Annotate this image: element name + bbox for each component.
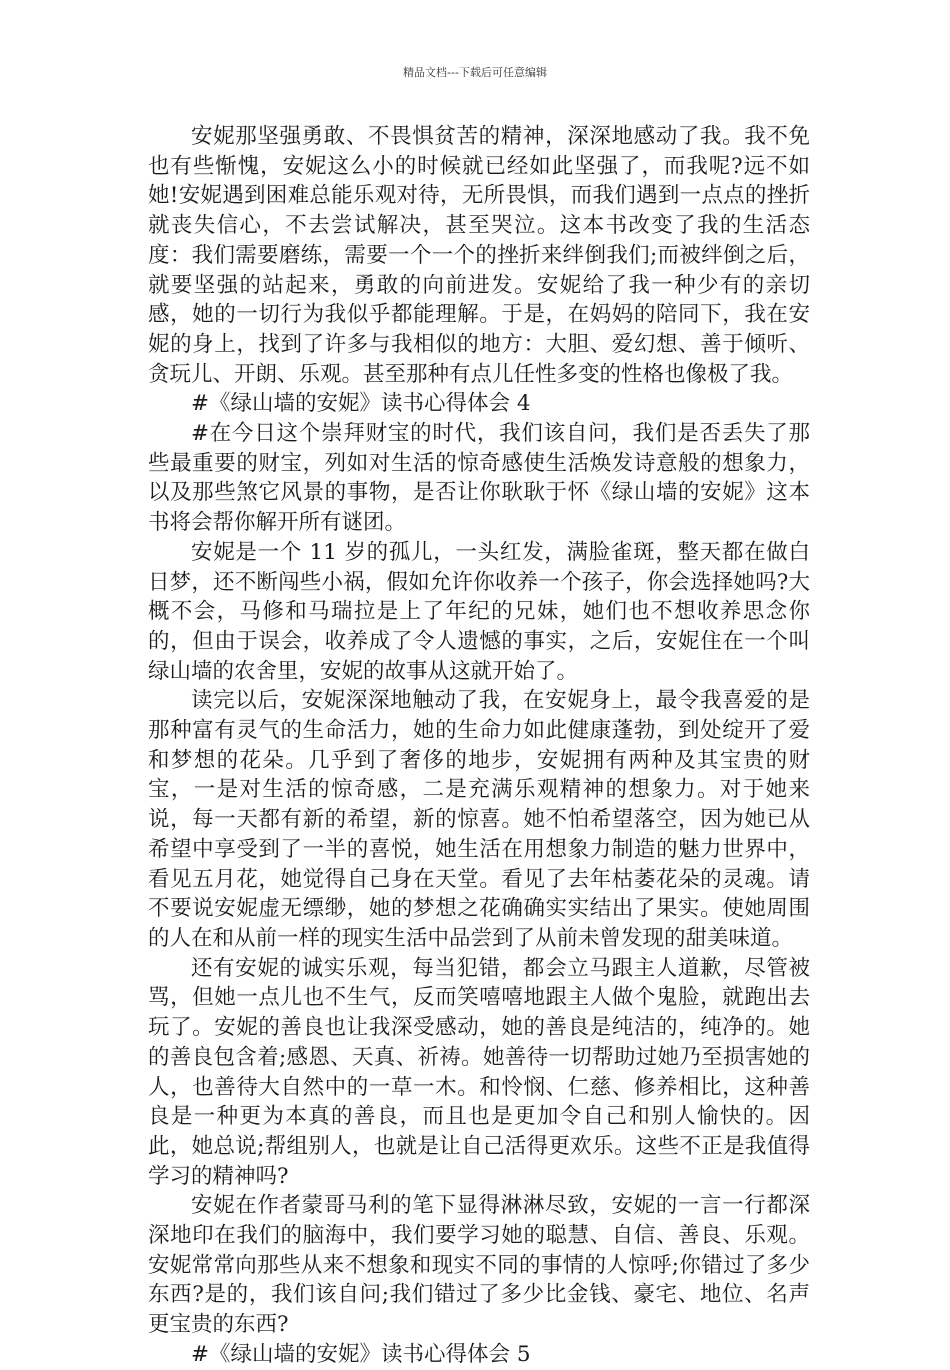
section-heading: #《绿山墙的安妮》读书心得体会 5 — [191, 1341, 531, 1367]
paragraph: 安妮是一个 11 岁的孤儿，一头红发，满脸雀斑，整天都在做白日梦，还不断闯些小祸，假如允许你收养一个孩子，你会选择她吗?大概不会，马修和马瑞拉是上了年纪的兄妹，她们也不想收养思念你的，但由于误会，收养成了令人遗憾的事实，之后，安妮住在一个叫绿山墙的农舍里，安妮的故事从这就开始了。 — [148, 539, 810, 684]
page-header: 精品文档---下载后可任意编辑 — [403, 66, 547, 79]
paragraph: 安妮那坚强勇敢、不畏惧贫苦的精神，深深地感动了我。我不免也有些惭愧，安妮这么小的时候就已经如此坚强了，而我呢?远不如她!安妮遇到困难总能乐观对待，无所畏惧，而我们遇到一点点的挫折就丧失信心，不去尝试解决，甚至哭泣。这本书改变了我的生活态度：我们需要磨练，需要一个一个的挫折来绊倒我们;而被绊倒之后，就要坚强的站起来，勇敢的向前进发。安妮给了我一种少有的亲切感，她的一切行为我似乎都能理解。于是，在妈妈的陪同下，我在安妮的身上，找到了许多与我相似的地方：大胆、爱幻想、善于倾听、贪玩儿、开朗、乐观。甚至那种有点儿任性多变的性格也像极了我。 — [148, 124, 810, 387]
paragraph: 还有安妮的诚实乐观，每当犯错，都会立马跟主人道歉，尽管被骂，但她一点儿也不生气，反而笑嘻嘻地跟主人做个鬼脸，就跑出去玩了。安妮的善良也让我深受感动，她的善良是纯洁的，纯净的。她的善良包含着;感恩、天真、祈祷。她善待一切帮助过她乃至损害她的人，也善待大自然中的一草一木。和怜悯、仁慈、修养相比，这种善良是一种更为本真的善良，而且也是更加令自己和别人愉快的。因此，她总说;帮组别人，也就是让自己活得更欢乐。这些不正是我值得学习的精神吗? — [148, 955, 810, 1189]
paragraph: 安妮在作者蒙哥马利的笔下显得淋淋尽致，安妮的一言一行都深深地印在我们的脑海中，我们要学习她的聪慧、自信、善良、乐观。安妮常常向那些从来不想象和现实不同的事情的人惊呼;你错过了多少东西?是的，我们该自问;我们错过了多少比金钱、豪宅、地位、名声更宝贵的东西? — [148, 1193, 810, 1338]
paragraph: #在今日这个崇拜财宝的时代，我们该自问，我们是否丢失了那些最重要的财宝，列如对生活的惊奇感使生活焕发诗意般的想象力，以及那些煞它风景的事物，是否让你耿耿于怀《绿山墙的安妮》这本书将会帮你解开所有谜团。 — [148, 421, 810, 536]
paragraph: 读完以后，安妮深深地触动了我，在安妮身上，最令我喜爱的是那种富有灵气的生命活力，她的生命力如此健康蓬勃，到处绽开了爱和梦想的花朵。几乎到了奢侈的地步，安妮拥有两种及其宝贵的财宝，一是对生活的惊奇感，二是充满乐观精神的想象力。对于她来说，每一天都有新的希望，新的惊喜。她不怕希望落空，因为她已从希望中享受到了一半的喜悦，她生活在用想象力制造的魅力世界中，看见五月花，她觉得自己身在天堂。看见了去年枯萎花朵的灵魂。请不要说安妮虚无缥缈，她的梦想之花确确实实结出了果实。使她周围的人在和从前一样的现实生活中品尝到了从前未曾发现的甜美味道。 — [148, 688, 810, 951]
document-body — [148, 122, 810, 1370]
section-heading: #《绿山墙的安妮》读书心得体会 4 — [191, 391, 531, 417]
